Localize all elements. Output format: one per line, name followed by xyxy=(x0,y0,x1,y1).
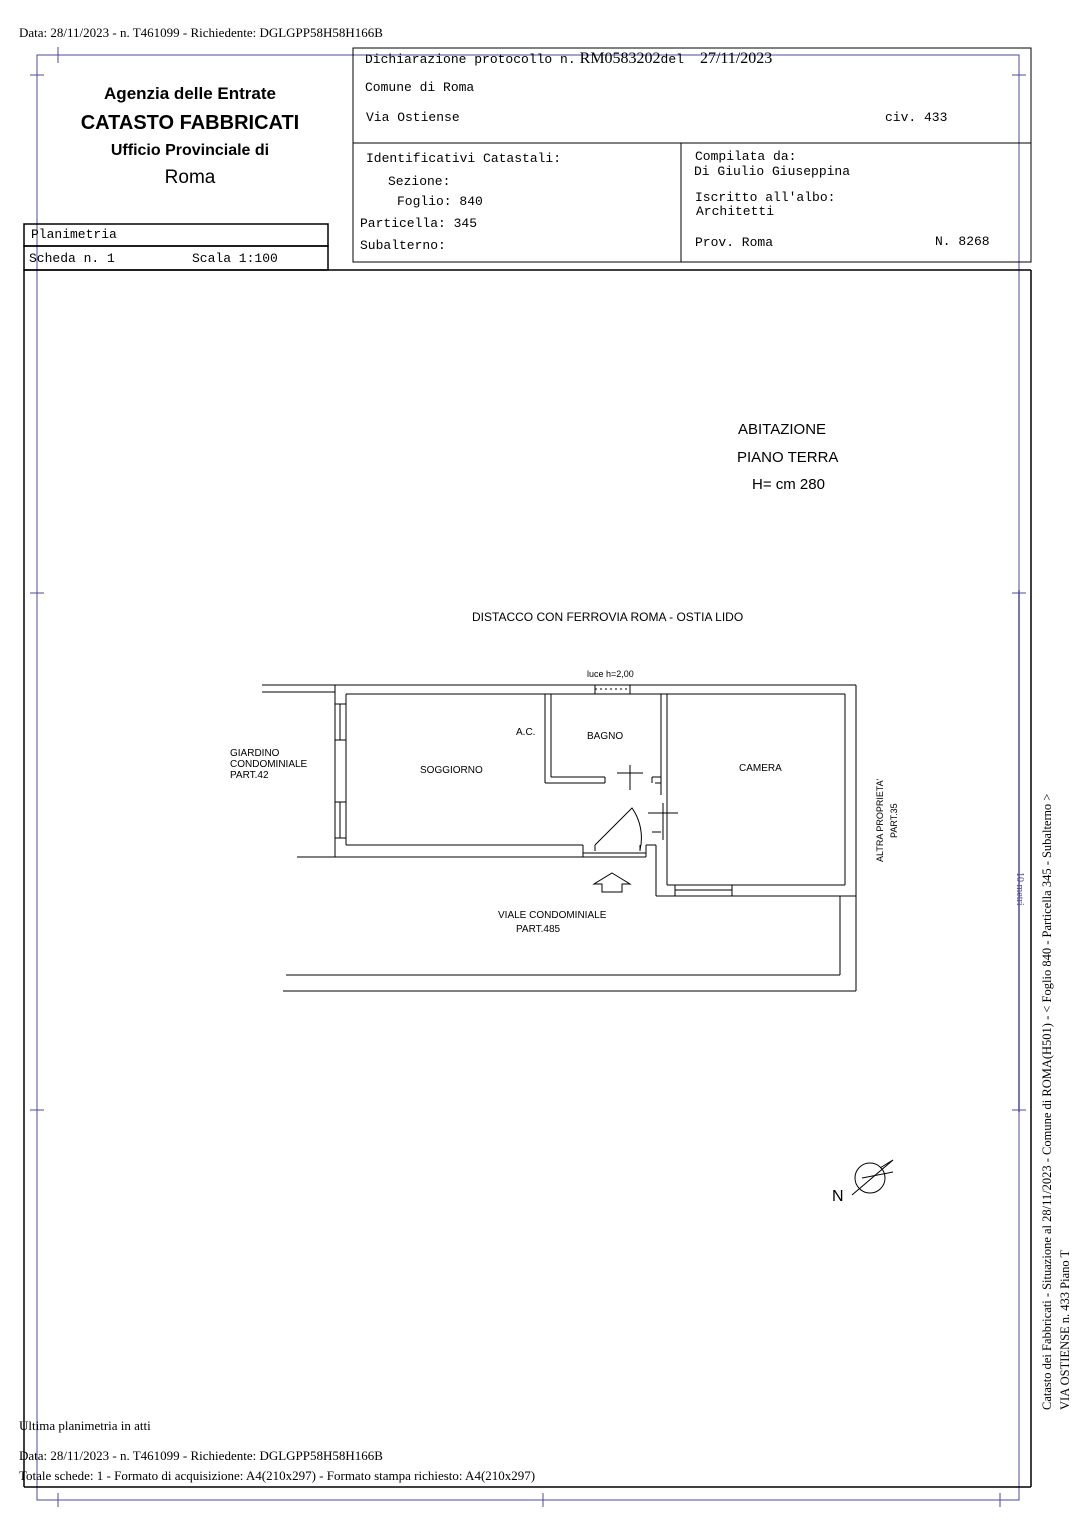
side-catasto-line: Catasto dei Fabbricati - Situazione al 28/11/2023 - Comune di ROMA(H501) - < Foglio 840 - Particella 345 - Subalterno > xyxy=(1040,793,1054,1410)
albo-label: Iscritto all'albo: xyxy=(695,190,836,205)
room-soggiorno: SOGGIORNO xyxy=(420,765,483,776)
declaration-row xyxy=(365,50,772,68)
ac-label: A.C. xyxy=(516,727,536,738)
floor-plan xyxy=(262,685,856,991)
blue-frame xyxy=(30,47,1026,1507)
giardino-label xyxy=(230,748,307,781)
civico: civ. 433 xyxy=(885,110,948,125)
altra-line1: ALTRA PROPRIETA' xyxy=(875,778,885,862)
giardino-line1: GIARDINO xyxy=(230,748,280,759)
footer-totale: Totale schede: 1 - Formato di acquisizione: A4(210x297) - Formato stampa richiesto: A4(210x297) xyxy=(19,1468,536,1483)
room-camera: CAMERA xyxy=(739,763,782,774)
planimetria-label: Planimetria xyxy=(31,227,117,242)
plan-title-piano: PIANO TERRA xyxy=(737,449,839,466)
declaration-label: Dichiarazione protocollo n. xyxy=(365,52,576,67)
comune: Comune di Roma xyxy=(365,80,475,95)
particella: Particella: 345 xyxy=(360,216,478,231)
via: Via Ostiense xyxy=(366,110,460,125)
albo-number: N. 8268 xyxy=(935,234,990,249)
altra-proprieta-label xyxy=(873,779,901,862)
ufficio-label: Ufficio Provinciale di xyxy=(110,142,270,159)
declaration-del: del xyxy=(660,52,684,67)
declaration-number: RM0583202 xyxy=(579,50,661,67)
foglio: Foglio: 840 xyxy=(397,194,483,209)
plan-title-height: H= cm 280 xyxy=(752,476,825,493)
north-arrow-icon xyxy=(852,1160,893,1195)
identificativi-title: Identificativi Catastali: xyxy=(366,151,562,166)
viale-label-2: PART.485 xyxy=(516,924,561,935)
provincia: Prov. Roma xyxy=(695,235,774,250)
compiler-name: Di Giulio Giuseppina xyxy=(694,164,851,179)
footer-data: Data: 28/11/2023 - n. T461099 - Richiedente: DGLGPP58H58H166B xyxy=(19,1448,383,1463)
catasto-title: CATASTO FABBRICATI xyxy=(80,112,300,134)
distacco-label: DISTACCO CON FERROVIA ROMA - OSTIA LIDO xyxy=(472,610,744,624)
albo-value: Architetti xyxy=(696,204,775,219)
plan-title-abitazione: ABITAZIONE xyxy=(738,421,827,438)
header-data-line: Data: 28/11/2023 - n. T461099 - Richiedente: DGLGPP58H58H166B xyxy=(19,25,383,40)
scale-bar-label: 10 metri xyxy=(1014,872,1025,906)
subalterno: Subalterno: xyxy=(360,238,446,253)
scala-label: Scala 1:100 xyxy=(192,251,278,266)
sezione: Sezione: xyxy=(388,174,451,189)
scheda-label: Scheda n. 1 xyxy=(29,251,115,266)
room-bagno: BAGNO xyxy=(587,731,624,742)
declaration-date: 27/11/2023 xyxy=(699,50,773,67)
north-label: N xyxy=(832,1188,844,1205)
agency-title: Agenzia delle Entrate xyxy=(104,84,276,103)
giardino-line3: PART.42 xyxy=(230,770,269,781)
compilata-label: Compilata da: xyxy=(695,149,797,164)
ufficio-city: Roma xyxy=(164,167,216,188)
giardino-line2: CONDOMINIALE xyxy=(230,759,308,770)
luce-label: luce h=2,00 xyxy=(587,669,634,679)
altra-line2: PART.35 xyxy=(889,803,899,838)
viale-label-1: VIALE CONDOMINIALE xyxy=(498,910,607,921)
document-frame xyxy=(24,270,1031,1487)
side-address-line: VIA OSTIENSE n. 433 Piano T xyxy=(1058,1249,1072,1410)
footer-ultima: Ultima planimetria in atti xyxy=(19,1418,151,1433)
